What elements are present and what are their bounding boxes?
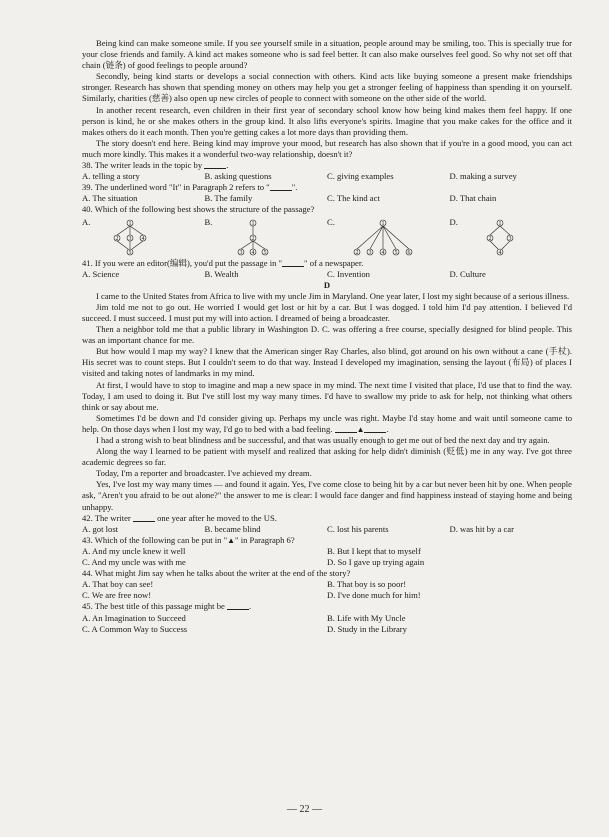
- page-number: — 22 —: [287, 804, 322, 815]
- question-45-options: [82, 613, 572, 624]
- svg-text:2: 2: [115, 235, 119, 242]
- svg-text:2: 2: [488, 235, 491, 242]
- question-39-end: ".: [291, 182, 298, 193]
- question-43: [82, 535, 572, 546]
- question-42-stem: 42. The writer: [82, 512, 131, 523]
- option-a: A. telling a story: [82, 171, 140, 182]
- option-d: D. was hit by a car: [449, 523, 514, 534]
- passage-d-paragraph-6: Sometimes I'd be down and I'd consider giving up. Perhaps my uncle was right. Maybe I'd stay home and wait until someone came to help. On those days when I lost my way, I'd go to bed with a bad feeling. ▲ .: [82, 412, 572, 434]
- option-c: C. Invention: [327, 268, 370, 279]
- svg-text:1: 1: [381, 220, 385, 227]
- svg-text:6: 6: [407, 249, 411, 256]
- tree-diagram-c: [345, 217, 423, 257]
- triangle-marker-icon: ▲: [227, 535, 236, 545]
- passage-c-paragraph-1: Being kind can make someone smile. If you see yourself smile in a situation, people around may be smiling, too. This is specially true for your close friends and family. A kind act makes someone who is sad feel better. It can also make ourselves feel good. So why not set off that chain (链条) of good feelings to people around?: [82, 38, 572, 71]
- passage-d-paragraph-10: Yes, I've lost my way many times — and found it again. Yes, I've come close to being hit by a car but never been hit by one. When people ask, "Aren't you afraid to be out alone?" the answer to me is clear: I would face danger and find happiness instead of staying home and being unhappy.: [82, 479, 572, 512]
- passage-d-paragraph-2: Jim told me not to go out. He worried I would get lost or hit by a car. But I was dogged. I told him I'd pay attention. I believed I'd succeed. I must succeed. I must put my will into action. I dreamed of being a broadcaster.: [82, 301, 572, 323]
- svg-text:2: 2: [355, 249, 359, 256]
- answer-blank: [204, 160, 229, 171]
- exam-page: [82, 38, 572, 635]
- svg-text:4: 4: [141, 235, 145, 242]
- option-a: A. Science: [82, 268, 120, 279]
- question-38-options: [82, 171, 572, 182]
- diagram-label-b: B.: [204, 216, 213, 227]
- diagram-option-a: [82, 217, 205, 257]
- diagram-label-d: D.: [449, 216, 458, 227]
- diagram-option-b: [205, 217, 328, 257]
- question-41-stem: 41. If you were an editor(编辑), you'd put the passage in ": [82, 257, 283, 268]
- diagram-label-c: C.: [327, 216, 335, 227]
- question-44-options-row-2: [82, 590, 572, 601]
- option-a: A. And my uncle knew it well: [82, 545, 186, 556]
- question-42-options: [82, 524, 572, 535]
- svg-text:3: 3: [368, 249, 372, 256]
- option-c: C. A Common Way to Success: [82, 623, 188, 634]
- answer-blank: [364, 424, 386, 433]
- answer-blank: [335, 424, 357, 433]
- svg-text:5: 5: [128, 249, 132, 256]
- option-a: A. The situation: [82, 193, 138, 204]
- tree-diagram-a: [100, 217, 178, 257]
- question-41-end: " of a newspaper.: [304, 257, 364, 268]
- passage-d-paragraph-1: I came to the United States from Africa to live with my uncle Jim in Maryland. One year later, I lost my sight because of a serious illness.: [96, 290, 570, 301]
- passage-c-paragraph-3: In another recent research, even children in their first year of secondary school know how being kind makes them feel happy. If one person is kind, he or she makes others in the group kind. It also lifts everyone's spirits. Imagine that you make cakes for the office and it makes others do it each month. Then you're getting cakes a lot more days than providing them.: [82, 104, 572, 137]
- triangle-marker-icon: ▲: [356, 424, 365, 434]
- answer-blank: [133, 513, 155, 522]
- svg-text:1: 1: [128, 220, 132, 227]
- svg-text:3: 3: [128, 235, 132, 242]
- question-42: [82, 513, 572, 524]
- question-45-stem: 45. The best title of this passage might be: [82, 601, 225, 612]
- svg-text:4: 4: [381, 249, 385, 256]
- question-39: [82, 182, 572, 193]
- option-c: C. The kind act: [327, 193, 380, 204]
- question-39-stem: 39. The underlined word "It" in Paragraph 2 refers to ": [82, 182, 270, 193]
- svg-text:5: 5: [394, 249, 398, 256]
- option-c: C. We are free now!: [82, 590, 152, 601]
- question-45-end: .: [248, 601, 252, 612]
- question-38: [82, 160, 572, 171]
- structure-diagrams: [82, 217, 572, 257]
- question-40-stem: 40. Which of the following best shows the structure of the passage?: [82, 204, 315, 215]
- passage-c-paragraph-2: Secondly, being kind starts or develops a social connection with others. Kind acts like buying someone a present make friendships stronger. Research has shown that spending money on others may help you get a stronger feeling of happiness than spending it on yourself. Similarly, charities (慈善) also open up new circles of people to connect with someone on the other side of the world.: [82, 71, 572, 104]
- answer-blank: [270, 182, 292, 191]
- question-41: [82, 258, 572, 269]
- option-c: C. giving examples: [327, 171, 394, 182]
- passage-c-paragraph-4: The story doesn't end here. Being kind may improve your mood, but research has also shown that if you're in a good mood, you can act much more kindly. This makes it a wonderful two-way relationship, doesn't it?: [82, 137, 572, 159]
- option-b: B. But I kept that to myself: [327, 545, 421, 556]
- tree-diagram-b: [223, 217, 301, 257]
- svg-text:3: 3: [239, 249, 242, 256]
- option-c: C. And my uncle was with me: [82, 557, 186, 568]
- diagram-option-d: [450, 217, 573, 257]
- paragraph-6-text: Sometimes I'd be down and I'd consider giving up. Perhaps my uncle was right. Maybe I'd stay home and wait until someone came to help. On those days when I lost my way, I'd go to bed with a bad feeling.: [82, 412, 572, 434]
- passage-d-paragraph-9: Today, I'm a reporter and broadcaster. I've achieved my dream.: [96, 468, 312, 479]
- svg-text:3: 3: [508, 235, 511, 242]
- option-a: A. got lost: [82, 523, 119, 534]
- question-38-end: .: [226, 160, 229, 171]
- svg-text:2: 2: [251, 235, 254, 242]
- option-b: B. Life with My Uncle: [327, 612, 406, 623]
- diagram-label-a: A.: [82, 216, 91, 227]
- passage-d-paragraph-4: But how would I map my way? I knew that the American singer Ray Charles, also blind, got around on his own without a cane (手杖). His secret was to count steps. But I couldn't seem to do that way. Instead I developed my imagination, sensing the layout (布局) of places I visited and taking notes of landmarks in my mind.: [82, 346, 572, 379]
- passage-d-paragraph-3: Then a neighbor told me that a public library in Washington D. C. was offering a free course, specially designed for blind people. This was an important chance for me.: [82, 324, 572, 346]
- question-43-options: [82, 546, 572, 557]
- option-b: B. asking questions: [204, 171, 272, 182]
- option-d: D. Culture: [449, 268, 486, 279]
- option-b: B. That boy is so poor!: [327, 579, 407, 590]
- option-d: D. So I gave up trying again: [327, 557, 425, 568]
- question-42-end: one year after he moved to the US.: [157, 512, 277, 523]
- option-d: D. making a survey: [449, 171, 517, 182]
- option-d: D. Study in the Library: [327, 623, 407, 634]
- option-a: A. That boy can see!: [82, 579, 154, 590]
- option-b: B. The family: [204, 193, 253, 204]
- question-43-options-row-2: [82, 557, 572, 568]
- question-38-stem: 38. The writer leads in the topic by: [82, 160, 203, 171]
- svg-text:4: 4: [498, 249, 501, 256]
- question-44-options: [82, 579, 572, 590]
- question-45: [82, 601, 572, 612]
- tree-diagram-d: [468, 217, 546, 257]
- svg-text:5: 5: [263, 249, 266, 256]
- option-c: C. lost his parents: [327, 523, 389, 534]
- answer-blank: [282, 258, 304, 267]
- svg-text:4: 4: [251, 249, 254, 256]
- svg-text:1: 1: [251, 220, 254, 227]
- question-45-options-row-2: [82, 624, 572, 635]
- question-41-options: [82, 269, 572, 280]
- section-label-d: D: [323, 279, 331, 290]
- option-a: A. An Imagination to Succeed: [82, 612, 186, 623]
- diagram-option-c: [327, 217, 450, 257]
- question-43-stem: 43. Which of the following can be put in ": [82, 534, 228, 545]
- option-d: D. I've done much for him!: [327, 590, 421, 601]
- option-d: D. That chain: [449, 193, 497, 204]
- passage-d-paragraph-5: At first, I would have to stop to imagine and map a new space in my mind. The next time I visited that place, I'd use that to find the way. Today, I am used to doing it. But I've still lost my way many times. I'd have to swallow my pride to ask for help, not thinking what others think or say about me.: [82, 379, 572, 412]
- passage-d-paragraph-7: I had a strong wish to beat blindness and be successful, and that was usually enough to get me out of bed the next day and try again.: [96, 435, 550, 445]
- question-44-stem: 44. What might Jim say when he talks about the writer at the end of the story?: [82, 568, 351, 579]
- option-b: B. Wealth: [204, 268, 239, 279]
- svg-text:1: 1: [498, 220, 501, 227]
- option-b: B. became blind: [204, 523, 261, 534]
- answer-blank: [227, 601, 252, 612]
- passage-d-paragraph-8: Along the way I learned to be patient with myself and realized that asking for help didn't diminish (贬低) me in any way. I've got three academic degrees so far.: [82, 446, 572, 468]
- question-39-options: [82, 193, 572, 204]
- question-43-end: " in Paragraph 6?: [235, 534, 295, 545]
